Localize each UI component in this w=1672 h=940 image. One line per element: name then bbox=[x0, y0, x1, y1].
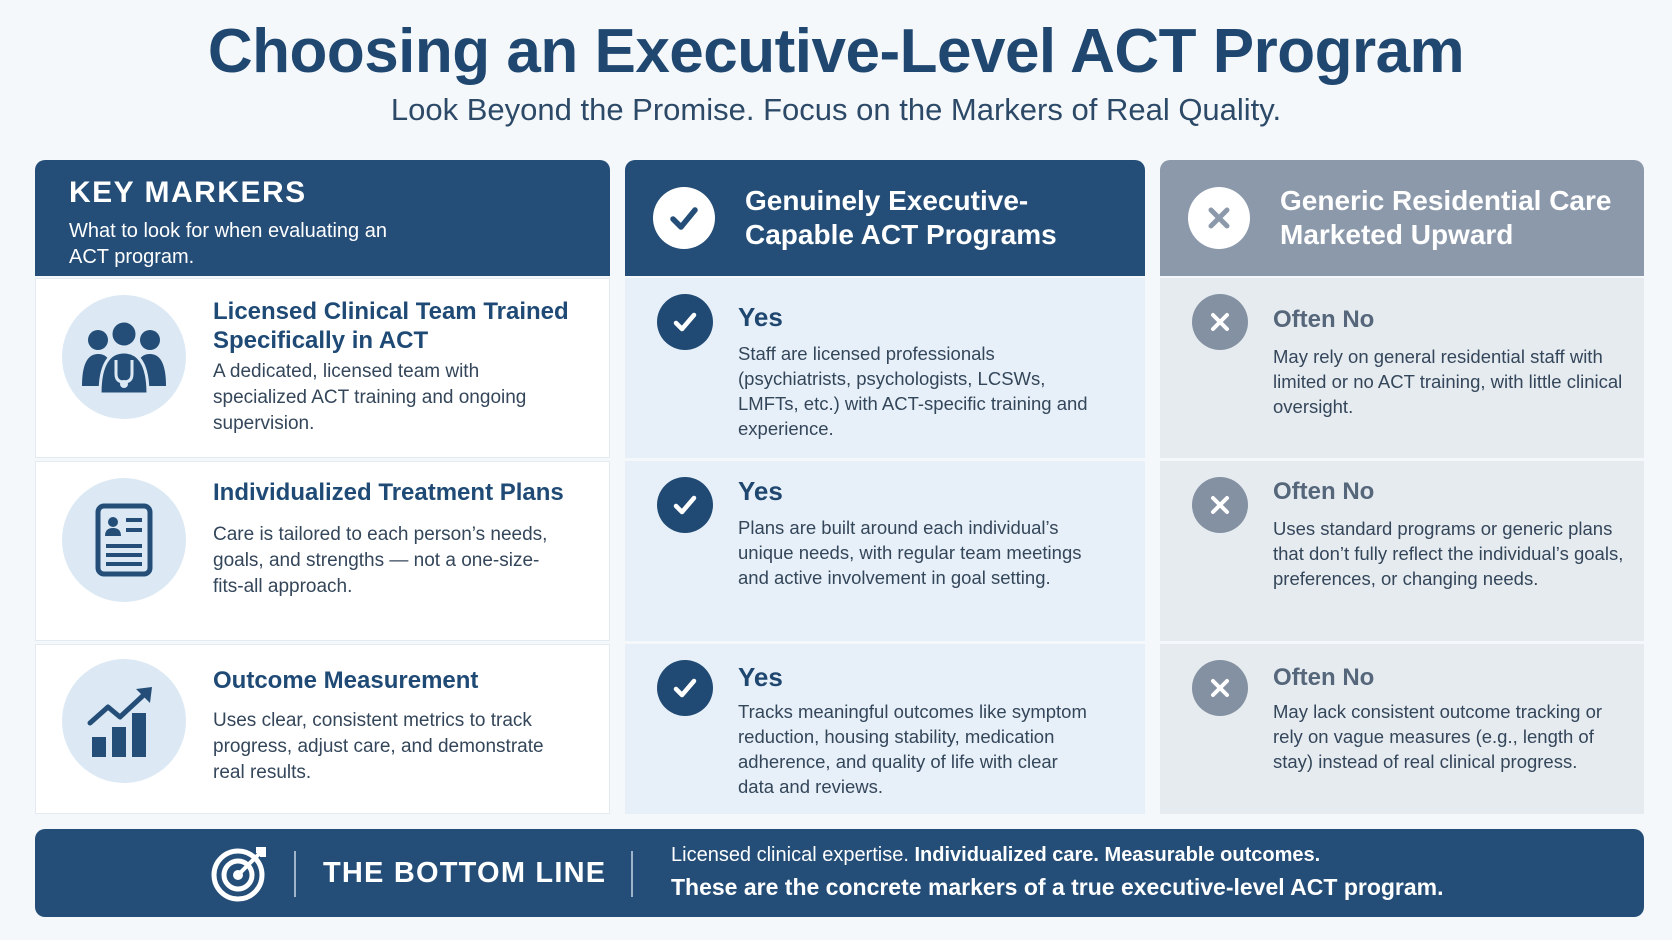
verdict-yes: Yes bbox=[738, 302, 783, 332]
check-circle-icon bbox=[657, 294, 713, 350]
good-cell-outcome-measurement bbox=[625, 644, 1145, 814]
key-markers-header bbox=[35, 160, 610, 276]
bad-cell-outcome-measurement bbox=[1160, 644, 1644, 814]
x-icon bbox=[1188, 187, 1250, 249]
good-cell-clinical-team bbox=[625, 278, 1145, 458]
bad-cell-clinical-team bbox=[1160, 278, 1644, 458]
executive-capable-label: Genuinely Executive-Capable ACT Programs bbox=[745, 185, 1057, 250]
verdict-description: Tracks meaningful outcomes like symptom reduction, housing stability, medication adherence, and quality of life with clear data and reviews. bbox=[738, 701, 1087, 797]
x-circle-icon bbox=[1192, 294, 1248, 350]
verdict-yes: Yes bbox=[738, 662, 783, 692]
page-subtitle: Look Beyond the Promise. Focus on the Markers of Real Quality. bbox=[390, 92, 1282, 127]
check-icon bbox=[653, 187, 715, 249]
verdict-description: Uses standard programs or generic plans that don’t fully reflect the individual’s goals, preferences, or changing needs. bbox=[1273, 518, 1624, 589]
check-circle-icon bbox=[657, 660, 713, 716]
verdict-often-no: Often No bbox=[1273, 664, 1375, 691]
bottom-line-banner bbox=[35, 829, 1644, 917]
verdict-often-no: Often No bbox=[1273, 306, 1375, 333]
bottom-line-conclusion: These are the concrete markers of a true executive-level ACT program. bbox=[671, 874, 1444, 900]
x-circle-icon bbox=[1192, 660, 1248, 716]
verdict-description: Plans are built around each individual’s unique needs, with regular team meetings and active involvement in goal setting. bbox=[738, 517, 1082, 588]
bad-cell-treatment-plans bbox=[1160, 461, 1644, 641]
executive-capable-header bbox=[625, 160, 1145, 276]
marker-description: Uses clear, consistent metrics to track progress, adjust care, and demonstrate real results. bbox=[213, 710, 544, 783]
generic-residential-label: Generic Residential Care Marketed Upward bbox=[1280, 185, 1612, 250]
bottom-line-summary bbox=[671, 844, 1320, 867]
verdict-description: May rely on general residential staff with limited or no ACT training, with little clinical oversight. bbox=[1273, 346, 1623, 417]
key-markers-subtitle: What to look for when evaluating an ACT program. bbox=[69, 220, 387, 268]
summary-bold: Individualized care. Measurable outcomes. bbox=[914, 844, 1321, 866]
target-icon bbox=[210, 843, 270, 903]
generic-residential-header bbox=[1160, 160, 1644, 276]
verdict-description: Staff are licensed professionals (psychiatrists, psychologists, LCSWs, LMFTs, etc.) with ACT-specific training and experience. bbox=[738, 343, 1088, 439]
check-circle-icon bbox=[657, 477, 713, 533]
page-title: Choosing an Executive-Level ACT Program bbox=[207, 17, 1465, 86]
good-cell-treatment-plans bbox=[625, 461, 1145, 641]
bottom-line-label: THE BOTTOM LINE bbox=[323, 857, 607, 889]
verdict-description: May lack consistent outcome tracking or rely on vague measures (e.g., length of stay) instead of real clinical progress. bbox=[1273, 701, 1603, 772]
marker-title: Outcome Measurement bbox=[213, 667, 479, 694]
treatment-plan-icon bbox=[62, 478, 186, 602]
verdict-yes: Yes bbox=[738, 476, 783, 506]
marker-title: Individualized Treatment Plans bbox=[213, 479, 564, 506]
summary-plain: Licensed clinical expertise. bbox=[671, 844, 909, 866]
x-circle-icon bbox=[1192, 477, 1248, 533]
marker-row-outcome-measurement bbox=[35, 644, 610, 814]
marker-description: Care is tailored to each person’s needs, goals, and strengths — not a one-size-fits-all approach. bbox=[213, 524, 548, 597]
marker-description: A dedicated, licensed team with specialized ACT training and ongoing supervision. bbox=[213, 361, 527, 434]
growth-chart-icon bbox=[62, 659, 186, 783]
clinical-team-icon bbox=[62, 295, 186, 419]
key-markers-title: KEY MARKERS bbox=[69, 176, 307, 209]
divider bbox=[631, 851, 633, 897]
divider bbox=[294, 851, 296, 897]
marker-row-treatment-plans bbox=[35, 461, 610, 641]
verdict-often-no: Often No bbox=[1273, 478, 1375, 505]
marker-row-clinical-team bbox=[35, 278, 610, 458]
marker-title: Licensed Clinical Team Trained Specifically in ACT bbox=[213, 298, 569, 354]
